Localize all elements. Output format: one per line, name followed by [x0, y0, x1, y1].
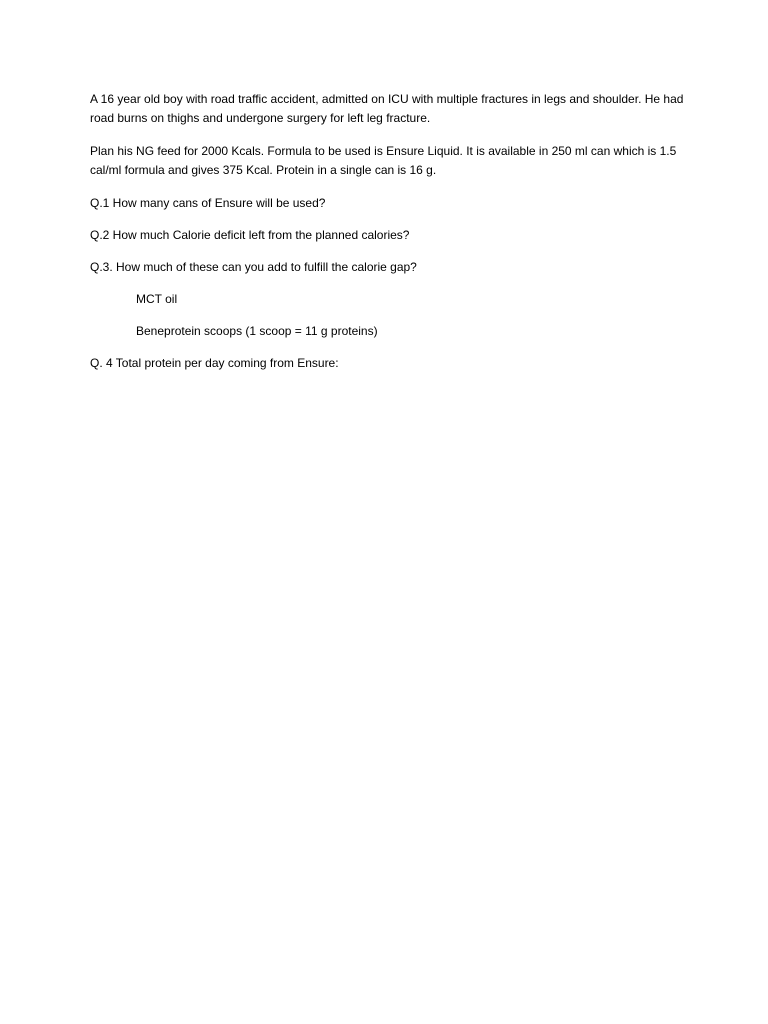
option-mct-oil: MCT oil	[136, 292, 178, 306]
question-1: Q.1 How many cans of Ensure will be used?	[90, 196, 326, 210]
feed-plan: Plan his NG feed for 2000 Kcals. Formula to be used is Ensure Liquid. It is available in 250 ml can which is 1.5 cal/ml formula and gives 375 Kcal. Protein in a single can is 16 g.	[90, 144, 677, 177]
question-4: Q. 4 Total protein per day coming from Ensure:	[90, 356, 339, 370]
question-2: Q.2 How much Calorie deficit left from the planned calories?	[90, 228, 410, 242]
case-description: A 16 year old boy with road traffic accident, admitted on ICU with multiple fractures in legs and shoulder. He had road burns on thighs and undergone surgery for left leg fracture.	[90, 92, 684, 125]
question-3: Q.3. How much of these can you add to fulfill the calorie gap?	[90, 260, 417, 274]
document-page	[90, 90, 690, 387]
option-beneprotein: Beneprotein scoops (1 scoop = 11 g proteins)	[136, 324, 378, 338]
